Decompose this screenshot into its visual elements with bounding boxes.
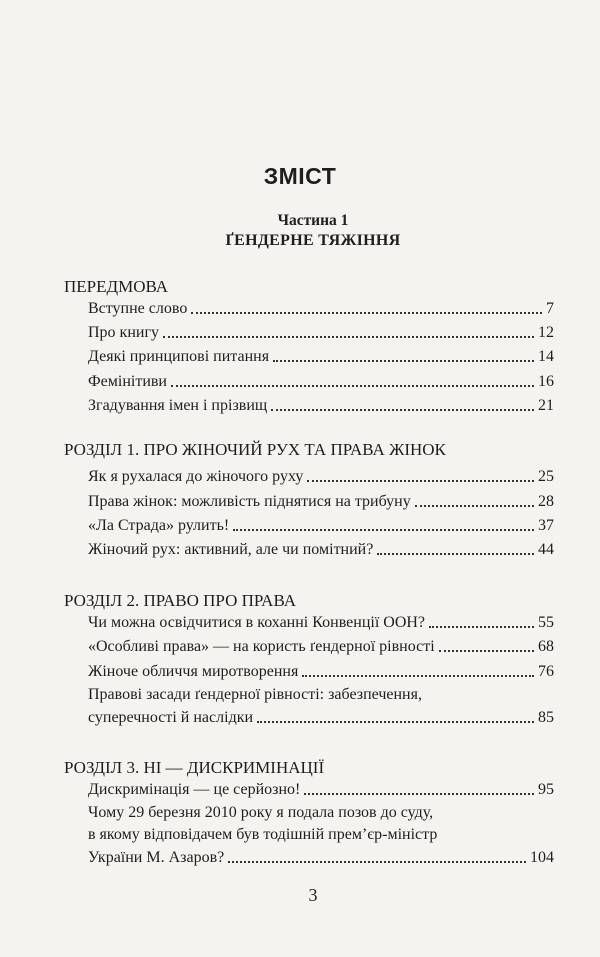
toc-entry-title: Як я рухалася до жіночого руху [88, 468, 304, 485]
part-title: ҐЕНДЕРНЕ ТЯЖІННЯ [225, 232, 401, 249]
toc-entry-page: 28 [538, 493, 554, 510]
toc-entry-title: Вступне слово [88, 300, 188, 317]
toc-entry [88, 464, 554, 486]
toc-entry [88, 489, 554, 511]
toc-entry [88, 610, 554, 632]
toc-entry-page: 104 [530, 849, 554, 866]
dot-leader [429, 626, 534, 628]
toc-entry-page: 44 [538, 541, 554, 558]
toc-entry-title: Згадування імен і прізвищ [88, 397, 268, 414]
toc-entry-title-line: в якому відповідачем був тодішній прем’єр-міністр [88, 826, 438, 843]
dot-leader [163, 336, 534, 338]
page-number: 3 [308, 885, 318, 905]
toc-entry-page: 76 [538, 663, 554, 680]
contents-title: ЗМІСТ [263, 163, 337, 189]
toc-entry-title-line: Правові засади ґендерної рівності: забезпечення, [88, 686, 422, 703]
toc-entry-page: 95 [538, 781, 554, 798]
toc-entry-title: Жіночий рух: активний, але чи помітний? [88, 541, 374, 558]
toc-entry-page: 16 [538, 373, 554, 390]
toc-entry [88, 659, 554, 681]
toc-entry-title: «Ла Страда» рулить! [88, 517, 230, 534]
dot-leader [171, 385, 534, 387]
section-heading-chapter-3: РОЗДІЛ 3. НІ — ДИСКРИМІНАЦІЇ [64, 758, 325, 777]
dot-leader [377, 553, 534, 555]
toc-entry [88, 513, 554, 535]
toc-entry [88, 344, 554, 366]
toc-entry-title: суперечності й наслідки [88, 709, 254, 726]
dot-leader [228, 861, 526, 863]
dot-leader [233, 529, 534, 531]
toc-entry-page: 7 [546, 300, 554, 317]
dot-leader [273, 360, 534, 362]
toc-entry [88, 845, 554, 867]
toc-entry-page: 85 [538, 709, 554, 726]
toc-entry-page: 21 [538, 397, 554, 414]
toc-entry [88, 369, 554, 391]
toc-entry-title: Фемінітиви [88, 373, 167, 390]
toc-entry [88, 296, 554, 318]
toc-entry-title: Права жінок: можливість піднятися на трибуну [88, 493, 411, 510]
toc-entry [88, 393, 554, 415]
toc-entry-title: Жіноче обличчя миротворення [88, 663, 299, 680]
dot-leader [304, 793, 534, 795]
toc-entry-page: 55 [538, 614, 554, 631]
toc-entry-title: Деякі принципові питання [88, 348, 270, 365]
toc-entry [88, 537, 554, 559]
dot-leader [307, 480, 534, 482]
dot-leader [415, 505, 534, 507]
toc-entry [88, 777, 554, 799]
toc-entry [88, 705, 554, 727]
dot-leader [257, 721, 534, 723]
dot-leader [439, 650, 534, 652]
dot-leader [271, 409, 534, 411]
toc-entry-page: 12 [538, 324, 554, 341]
toc-entry-title: Чи можна освідчитися в коханні Конвенції ООН? [88, 614, 426, 631]
toc-entry [88, 634, 554, 656]
toc-entry-page: 14 [538, 348, 554, 365]
section-heading-chapter-2: РОЗДІЛ 2. ПРАВО ПРО ПРАВА [64, 591, 296, 610]
section-heading-chapter-1: РОЗДІЛ 1. ПРО ЖІНОЧИЙ РУХ ТА ПРАВА ЖІНОК [64, 440, 446, 459]
toc-entry-page: 25 [538, 468, 554, 485]
toc-entry [88, 320, 554, 342]
toc-entry-title: України М. Азаров? [88, 849, 225, 866]
toc-entry-page: 68 [538, 638, 554, 655]
toc-entry-page: 37 [538, 517, 554, 534]
part-label: Частина 1 [277, 212, 349, 229]
toc-entry-title-line: Чому 29 березня 2010 року я подала позов до суду, [88, 804, 434, 821]
section-heading-preface: ПЕРЕДМОВА [64, 277, 169, 296]
toc-entry-title: «Особливі права» — на користь ґендерної рівності [88, 638, 435, 655]
toc-entry-title: Дискримінація — це серйозно! [88, 781, 301, 798]
dot-leader [302, 675, 534, 677]
toc-entry-title: Про книгу [88, 324, 160, 341]
dot-leader [191, 312, 542, 314]
